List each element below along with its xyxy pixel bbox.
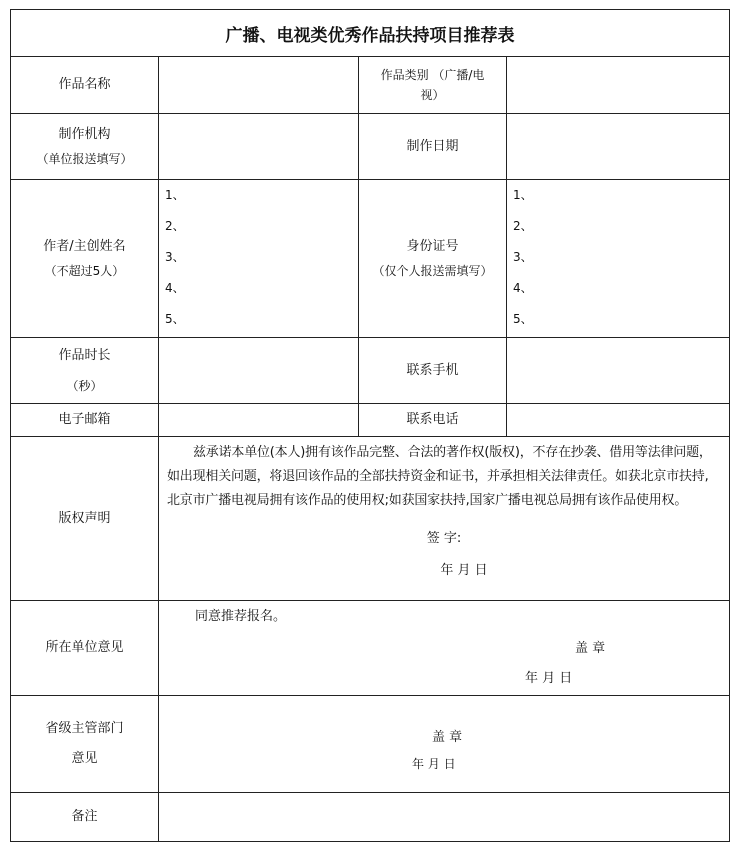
remarks-field[interactable] <box>159 793 730 842</box>
work-type-line1: 作品类别 （广播/电 <box>380 68 485 82</box>
label-duration <box>11 338 159 404</box>
work-name-field[interactable] <box>159 57 359 114</box>
unit-opinion-text: 同意推荐报名。 <box>195 609 287 624</box>
id-slot: 2、 <box>513 219 533 233</box>
email-field[interactable] <box>159 404 359 437</box>
provincial-label-2: 意见 <box>71 751 98 766</box>
label-remarks: 备注 <box>11 793 159 842</box>
provincial-date: 年 月 日 <box>412 757 456 771</box>
author-slot: 5、 <box>165 312 185 326</box>
copyright-cell <box>159 437 730 601</box>
date-line: 年 月 日 <box>440 563 488 578</box>
form-title: 广播、电视类优秀作品扶持项目推荐表 <box>11 10 730 57</box>
recommendation-form <box>10 9 730 842</box>
producer-label: 制作机构 <box>58 126 111 142</box>
id-slot: 4、 <box>513 281 533 295</box>
authors-note: （不超过5人） <box>44 263 125 278</box>
id-label: 身份证号 <box>406 238 459 254</box>
label-email: 电子邮箱 <box>11 404 159 437</box>
label-authors <box>11 180 159 338</box>
author-slot: 2、 <box>165 219 185 233</box>
author-slot: 1、 <box>165 188 185 202</box>
duration-unit: （秒） <box>66 378 103 393</box>
author-slot: 4、 <box>165 281 185 295</box>
id-note: （仅个人报送需填写） <box>372 263 493 278</box>
author-slot: 3、 <box>165 250 185 264</box>
copyright-statement: 兹承诺本单位(本人)拥有该作品完整、合法的著作权(版权)，不存在抄袭、借用等法律问题，如出现相关问题，将退回该作品的全部扶持资金和证书，并承担相关法律责任。如获北京市扶持,北京市广播电视局拥有该作品的使用权;如获国家扶持,国家广播电视总局拥有该作品使用权。 <box>167 445 712 508</box>
unit-seal: 盖 章 <box>575 641 606 656</box>
label-provincial <box>11 696 159 793</box>
provincial-opinion-cell[interactable] <box>159 696 730 793</box>
label-work-type <box>359 57 507 114</box>
authors-field[interactable] <box>159 180 359 338</box>
duration-field[interactable] <box>159 338 359 404</box>
phone-field[interactable] <box>507 404 730 437</box>
label-producer <box>11 114 159 180</box>
producer-field[interactable] <box>159 114 359 180</box>
authors-label: 作者/主创姓名 <box>43 238 126 254</box>
label-id-number <box>359 180 507 338</box>
signature-line: 签 字: <box>426 531 462 546</box>
label-production-date: 制作日期 <box>359 114 507 180</box>
provincial-label: 省级主管部门 <box>45 721 124 736</box>
duration-label: 作品时长 <box>58 347 111 363</box>
label-copyright: 版权声明 <box>11 437 159 601</box>
label-mobile: 联系手机 <box>359 338 507 404</box>
unit-opinion-cell[interactable] <box>159 601 730 696</box>
id-slot: 1、 <box>513 188 533 202</box>
label-unit-opinion: 所在单位意见 <box>11 601 159 696</box>
mobile-field[interactable] <box>507 338 730 404</box>
producer-note: （单位报送填写） <box>36 151 133 166</box>
id-number-field[interactable] <box>507 180 730 338</box>
provincial-seal: 盖 章 <box>432 730 463 745</box>
production-date-field[interactable] <box>507 114 730 180</box>
work-type-field[interactable] <box>507 57 730 114</box>
id-slot: 5、 <box>513 312 533 326</box>
unit-date: 年 月 日 <box>525 671 573 686</box>
label-work-name: 作品名称 <box>11 57 159 114</box>
label-phone: 联系电话 <box>359 404 507 437</box>
id-slot: 3、 <box>513 250 533 264</box>
work-type-line2: 视） <box>420 88 445 102</box>
